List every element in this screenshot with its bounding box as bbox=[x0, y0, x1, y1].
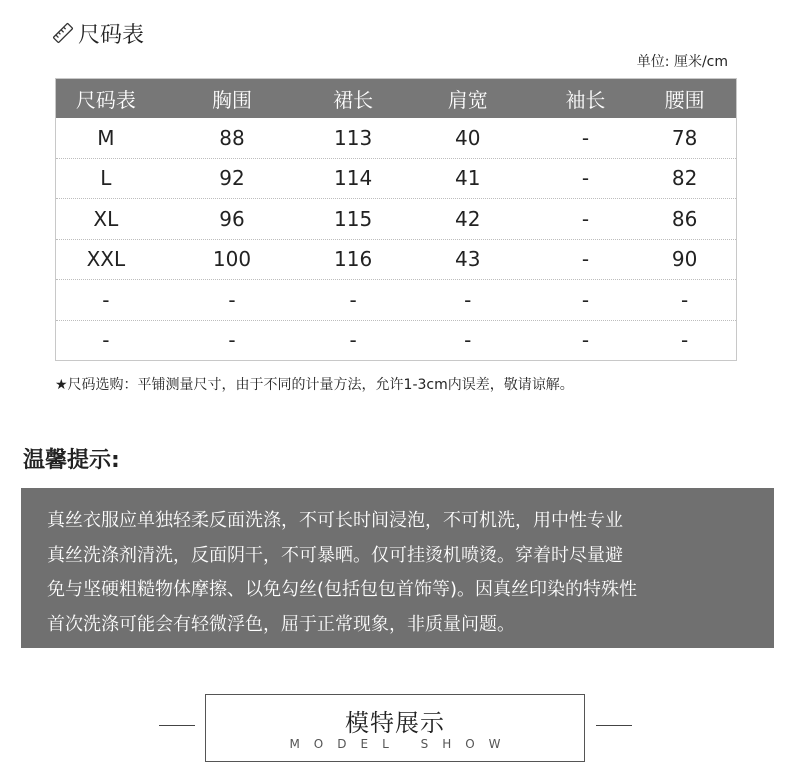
table-cell: 113 bbox=[334, 125, 373, 150]
table-row bbox=[56, 279, 736, 320]
header-shoulder: 肩宽 bbox=[447, 88, 488, 112]
tips-box bbox=[21, 488, 774, 648]
table-row bbox=[56, 118, 736, 158]
table-cell: - bbox=[681, 287, 689, 312]
table-cell: - bbox=[581, 287, 590, 312]
table-cell: - bbox=[349, 287, 357, 312]
table-row bbox=[56, 320, 736, 361]
header-length: 裙长 bbox=[333, 88, 374, 112]
table-cell: 43 bbox=[455, 247, 481, 272]
table-cell: XXL bbox=[86, 247, 126, 272]
tip-line: 真丝衣服应单独轻柔反面洗涤，不可长时间浸泡，不可机洗，用中性专业 bbox=[47, 510, 623, 531]
table-cell: - bbox=[349, 328, 357, 353]
table-row bbox=[56, 158, 736, 199]
table-cell: 115 bbox=[334, 206, 373, 231]
size-table bbox=[55, 78, 737, 361]
table-cell: - bbox=[102, 287, 110, 312]
divider-right bbox=[596, 725, 632, 726]
table-cell: 42 bbox=[455, 206, 481, 231]
table-cell: 82 bbox=[671, 166, 698, 191]
size-note: ★尺码选购：平铺测量尺寸，由于不同的计量方法，允许1-3cm内误差，敬请谅解。 bbox=[55, 377, 574, 393]
table-cell: - bbox=[581, 247, 590, 272]
header-waist: 腰围 bbox=[664, 88, 705, 112]
header-bust: 胸围 bbox=[211, 88, 252, 112]
table-cell: - bbox=[464, 328, 472, 353]
table-cell: - bbox=[102, 328, 110, 353]
table-cell: 90 bbox=[671, 247, 698, 272]
header-sleeve: 袖长 bbox=[565, 88, 606, 112]
model-show-subtitle: MODEL SHOW bbox=[289, 737, 515, 751]
table-cell: 116 bbox=[334, 247, 373, 272]
divider-left bbox=[159, 725, 195, 726]
table-cell: 96 bbox=[219, 206, 245, 231]
table-cell: 41 bbox=[455, 166, 481, 191]
table-cell: 78 bbox=[671, 125, 698, 150]
table-cell: L bbox=[100, 166, 112, 191]
table-row bbox=[56, 239, 736, 280]
table-cell: - bbox=[681, 328, 689, 353]
table-cell: XL bbox=[93, 206, 119, 231]
table-cell: 40 bbox=[455, 125, 481, 150]
ruler-icon bbox=[52, 22, 74, 44]
table-cell: - bbox=[464, 287, 472, 312]
size-chart-title bbox=[52, 18, 144, 48]
tip-line: 真丝洗涤剂清洗，反面阴干，不可暴晒。仅可挂烫机喷烫。穿着时尽量避 bbox=[47, 544, 623, 566]
table-cell: - bbox=[581, 166, 590, 191]
tips-heading: 温馨提示: bbox=[23, 448, 120, 473]
table-row bbox=[56, 198, 736, 239]
unit-label: 单位: 厘米/cm bbox=[636, 54, 728, 70]
tip-line: 免与坚硬粗糙物体摩擦、以免勾丝(包括包包首饰等)。因真丝印染的特殊性 bbox=[47, 579, 638, 600]
model-show-banner bbox=[205, 694, 585, 762]
table-header-row bbox=[56, 79, 736, 118]
table-cell: 100 bbox=[212, 247, 252, 272]
table-cell: - bbox=[581, 125, 590, 150]
table-cell: M bbox=[97, 125, 115, 150]
table-cell: - bbox=[228, 287, 236, 312]
model-show-title: 模特展示 bbox=[345, 709, 445, 737]
page-title: 尺码表 bbox=[78, 22, 145, 48]
table-cell: 114 bbox=[334, 166, 373, 191]
table-cell: 92 bbox=[219, 166, 245, 191]
tip-line: 首次洗涤可能会有轻微浮色，屈于正常现象，非质量问题。 bbox=[47, 613, 515, 635]
table-cell: - bbox=[228, 328, 236, 353]
table-cell: 86 bbox=[671, 206, 698, 231]
header-size: 尺码表 bbox=[75, 88, 136, 112]
table-cell: 88 bbox=[219, 125, 245, 150]
table-cell: - bbox=[581, 328, 590, 353]
table-cell: - bbox=[581, 206, 590, 231]
